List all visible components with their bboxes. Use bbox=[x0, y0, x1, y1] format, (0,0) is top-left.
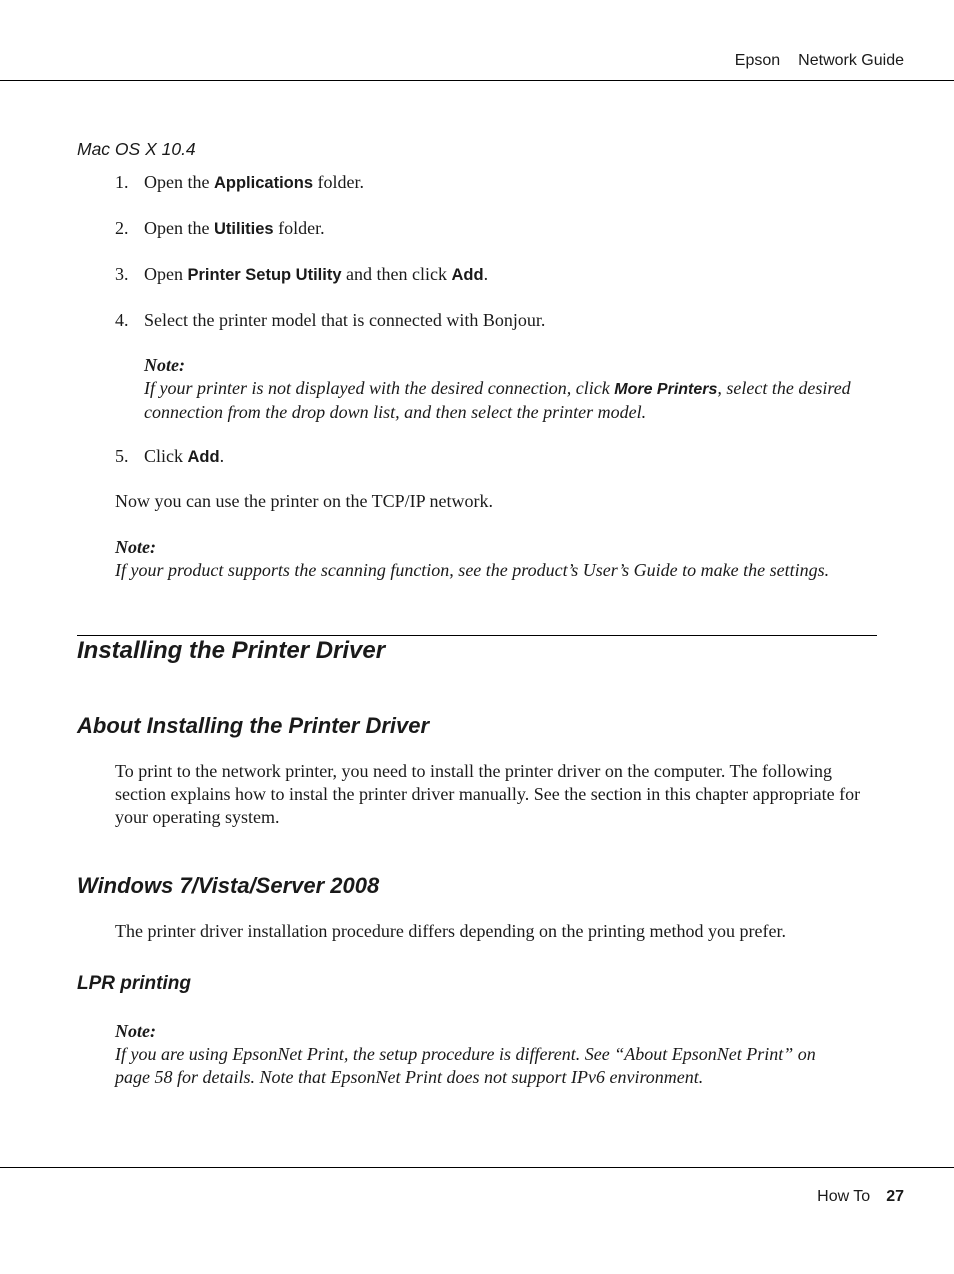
step-5: 5. Click Add. bbox=[115, 446, 225, 466]
windows-heading: Windows 7/Vista/Server 2008 bbox=[77, 873, 380, 898]
step-4: 4. Select the printer model that is connected with Bonjour. bbox=[115, 310, 546, 330]
section-divider bbox=[77, 635, 877, 636]
windows-text: The printer driver installation procedure differs depending on the printing method you prefer. bbox=[115, 921, 786, 941]
add-term: Add bbox=[451, 266, 484, 284]
lpr-heading: LPR printing bbox=[77, 973, 191, 994]
page-number: 27 bbox=[886, 1188, 904, 1205]
mac-subtitle: Mac OS X 10.4 bbox=[77, 139, 196, 159]
about-heading: About Installing the Printer Driver bbox=[77, 713, 430, 738]
header-brand: Epson bbox=[734, 52, 781, 69]
note-more-printers: Note: If your printer is not displayed with the desired connection, click More Printers, select the desired connection from the drop down list, and then select the printer model. bbox=[144, 354, 884, 424]
about-text: To print to the network printer, you need to install the printer driver on the computer. The following section explains how to instal the printer driver manually. See the section in this chapter appropriate for your operating system. bbox=[115, 761, 861, 827]
conclusion-text: Now you can use the printer on the TCP/IP network. bbox=[115, 491, 493, 511]
header-divider bbox=[0, 80, 954, 81]
applications-term: Applications bbox=[213, 174, 313, 192]
header-guide-title: Network Guide bbox=[798, 52, 904, 69]
more-printers-term: More Printers bbox=[614, 381, 718, 398]
step-2: 2. Open the Utilities folder. bbox=[115, 218, 325, 238]
footer-section: How To bbox=[817, 1188, 871, 1205]
section-title: Installing the Printer Driver bbox=[77, 637, 386, 664]
step-3: 3. Open Printer Setup Utility and then click Add. bbox=[115, 264, 489, 284]
footer-divider bbox=[0, 1167, 954, 1168]
add-term: Add bbox=[187, 448, 220, 466]
printer-setup-utility-term: Printer Setup Utility bbox=[187, 266, 342, 284]
note-label: Note: bbox=[115, 1021, 156, 1041]
page-header bbox=[717, 52, 904, 70]
note-label: Note: bbox=[144, 355, 185, 375]
step-1: 1. Open the Applications folder. bbox=[115, 172, 364, 192]
utilities-term: Utilities bbox=[213, 220, 274, 238]
note-scanning: Note: If your product supports the scanning function, see the product’s User’s Guide to make the settings. bbox=[115, 536, 885, 582]
page-footer bbox=[817, 1188, 904, 1206]
note-label: Note: bbox=[115, 537, 156, 557]
note-epsonnet: Note: If you are using EpsonNet Print, the setup procedure is different. See “About EpsonNet Print” on page 58 for details. Note that EpsonNet Print does not support IPv6 environment. bbox=[115, 1020, 855, 1089]
